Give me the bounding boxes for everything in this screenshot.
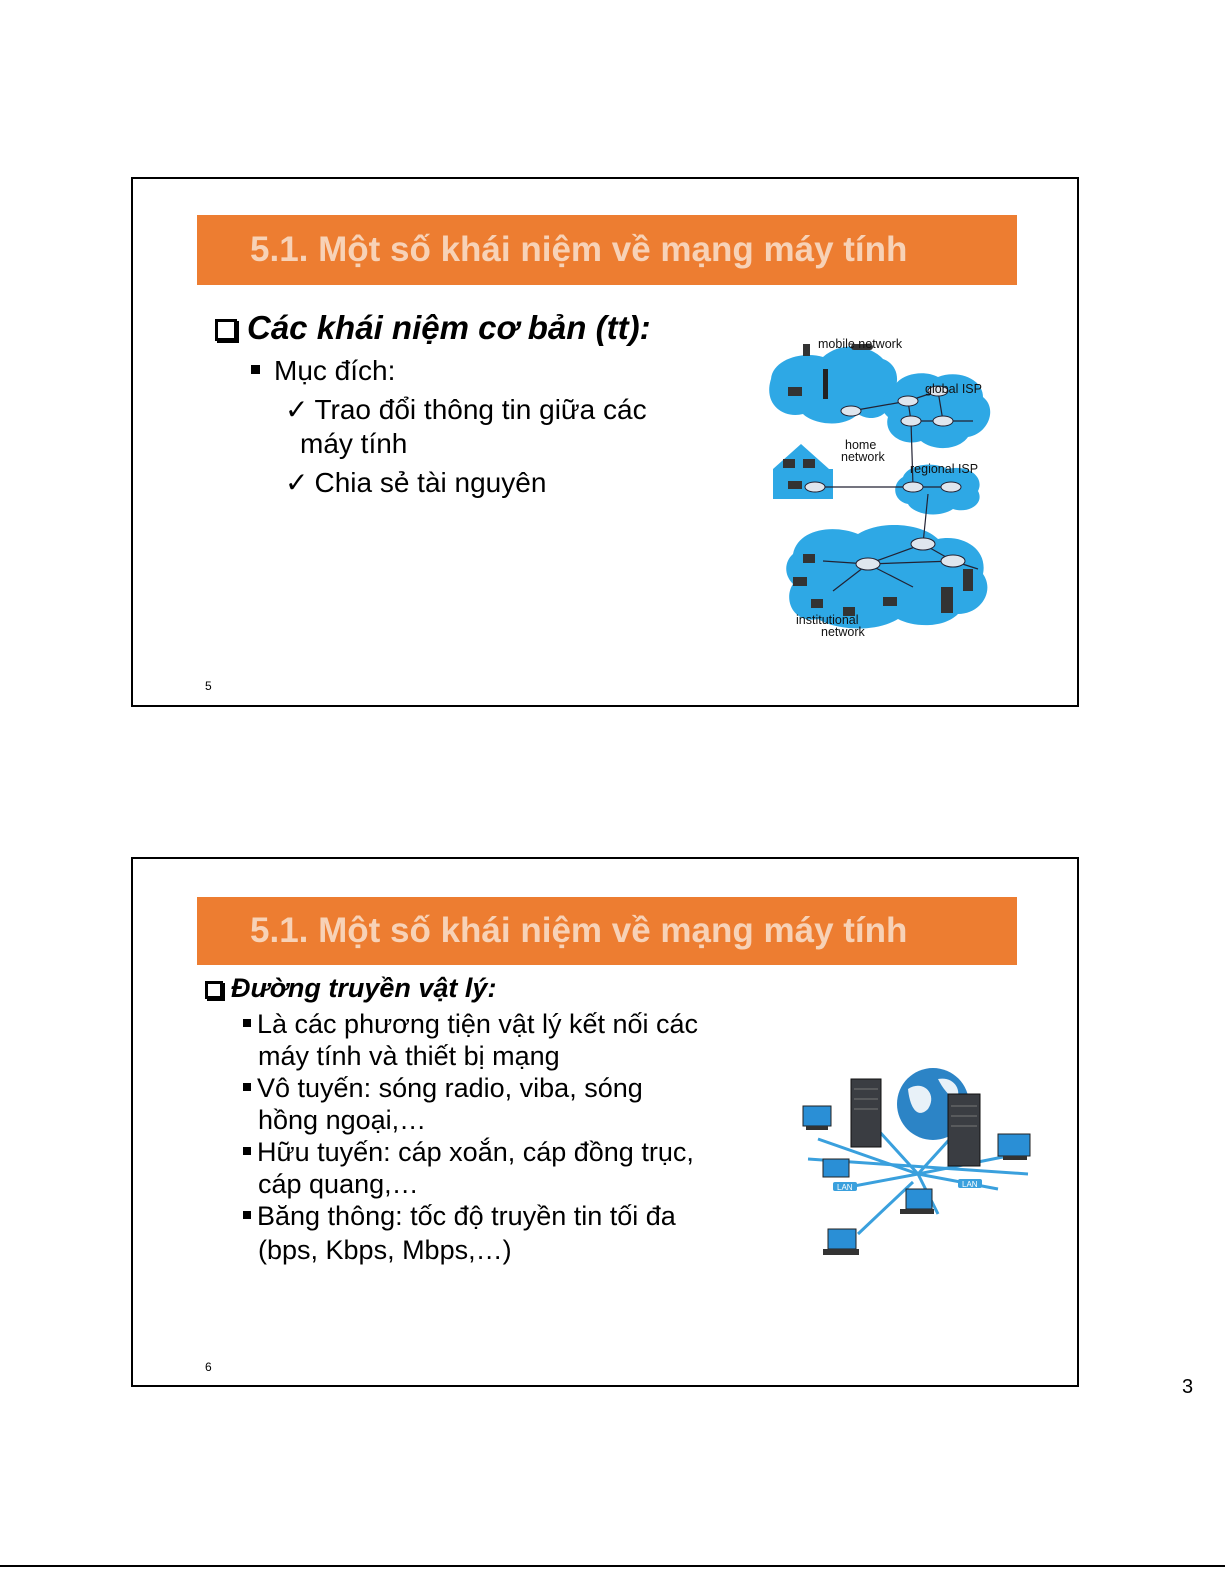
section-heading [205, 973, 496, 1004]
lan-label-right: LAN [962, 1180, 978, 1189]
slide-title: 5.1. Một số khái niệm về mạng máy tính [197, 215, 1017, 285]
bullet-item [251, 355, 395, 387]
page-number: 3 [1182, 1376, 1194, 1398]
label-home-2: network [841, 450, 885, 464]
checkbox-bullet-icon [205, 981, 223, 999]
bottom-divider [0, 1565, 1225, 1567]
label-institutional-2: network [821, 625, 865, 639]
internet-topology-diagram [763, 329, 1003, 649]
check-item [285, 393, 647, 426]
check-item-continued: máy tính [300, 428, 408, 459]
bullet-text: Hữu tuyến: cáp xoắn, cáp đồng trục, [257, 1137, 694, 1167]
checkbox-bullet-icon [215, 319, 237, 341]
bullet-item-continued: (bps, Kbps, Mbps,…) [258, 1235, 512, 1265]
square-bullet-icon [243, 1019, 251, 1027]
bullet-text: Là các phương tiện vật lý kết nối các [257, 1009, 699, 1039]
square-bullet-icon [243, 1083, 251, 1091]
check-text: Trao đổi thông tin giữa các [314, 394, 647, 425]
heading-text: Các khái niệm cơ bản (tt): [247, 309, 651, 346]
section-heading [215, 309, 651, 347]
checkmark-icon: ✓ [285, 394, 309, 425]
bullet-item [243, 1009, 698, 1040]
bullet-item-continued: cáp quang,… [258, 1169, 419, 1199]
label-regional-isp: regional ISP [910, 462, 979, 476]
bullet-item [243, 1201, 676, 1232]
heading-text: Đường truyền vật lý: [231, 973, 497, 1003]
slide-title: 5.1. Một số khái niệm về mạng máy tính [197, 897, 1017, 965]
square-bullet-icon [251, 365, 260, 374]
slide-number: 5 [205, 679, 212, 693]
lan-label-left: LAN [837, 1183, 853, 1192]
bullet-item-continued: máy tính và thiết bị mạng [258, 1041, 560, 1071]
bullet-item [243, 1073, 643, 1104]
bullet-text: Vô tuyến: sóng radio, viba, sóng [257, 1073, 643, 1103]
bullet-item [243, 1137, 694, 1168]
check-item [285, 466, 546, 499]
label-institutional-1: institutional [796, 613, 859, 627]
server-icon [948, 1094, 980, 1166]
bullet-item-continued: hồng ngoại,… [258, 1105, 427, 1135]
label-mobile-network: mobile network [818, 337, 903, 351]
label-global-isp: global ISP [925, 382, 982, 396]
checkmark-icon: ✓ [285, 467, 309, 498]
square-bullet-icon [243, 1147, 251, 1155]
mobile-network-cloud [769, 346, 897, 423]
slide-5 [131, 177, 1079, 707]
label-home-1: home [845, 438, 877, 452]
square-bullet-icon [243, 1211, 251, 1219]
network-illustration [798, 1064, 1038, 1304]
home-network-shape [773, 444, 833, 499]
bullet-text: Mục đích: [274, 355, 396, 386]
bullet-text: Băng thông: tốc độ truyền tin tối đa [257, 1201, 676, 1231]
slide-6 [131, 857, 1079, 1387]
check-text: Chia sẻ tài nguyên [314, 467, 547, 498]
slide-number: 6 [205, 1360, 212, 1374]
